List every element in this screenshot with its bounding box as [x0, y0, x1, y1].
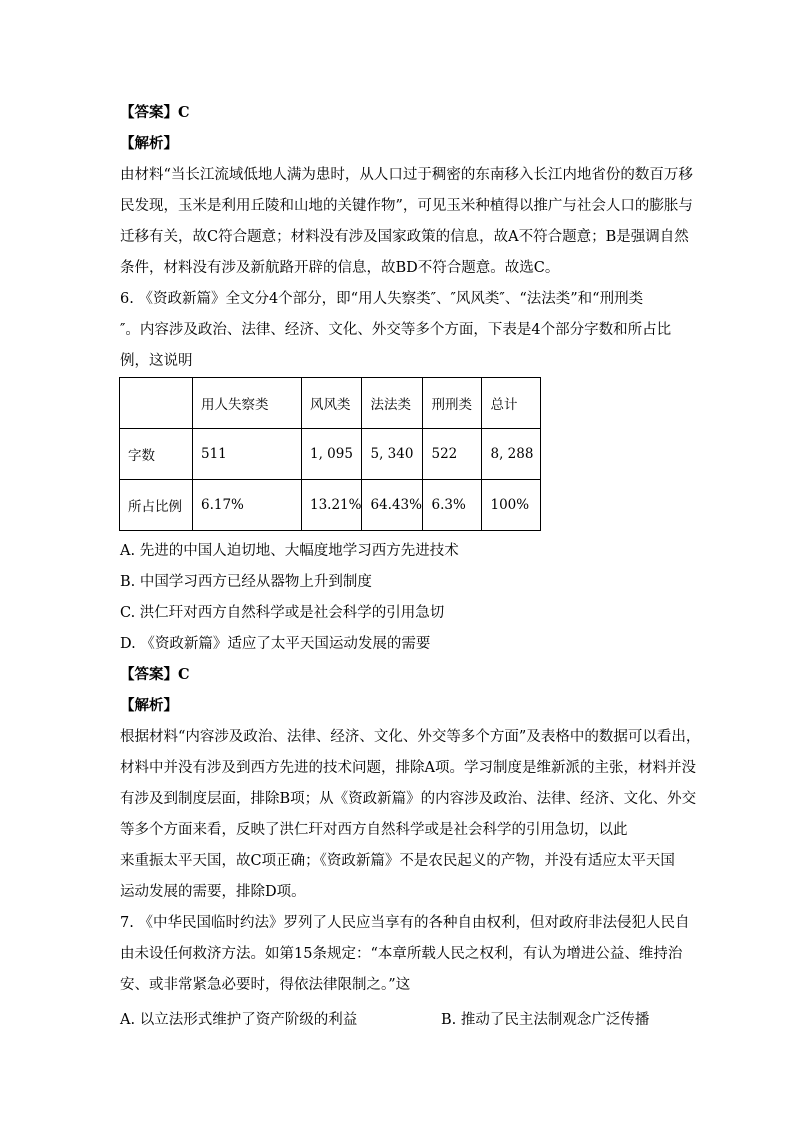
table-row [120, 480, 541, 531]
table-cell: 64.43% [362, 480, 423, 531]
table-cell: 6.17% [193, 480, 302, 531]
table-header-cell: 风风类 [302, 378, 362, 429]
q5-analysis-label: 【解析】 [120, 135, 178, 152]
table-header-cell: 刑刑类 [423, 378, 482, 429]
table-header-cell: 用人失察类 [193, 378, 302, 429]
q7-stem-line: 由未设任何救济方法。如第15条规定：“本章所载人民之权利，有认为增进公益、维持治 [120, 946, 683, 962]
q5-answer: 【答案】C [120, 104, 190, 121]
table-cell: 字数 [120, 429, 193, 480]
table-cell: 8, 288 [482, 429, 541, 480]
q5-analysis-line: 条件，材料没有涉及新航路开辟的信息，故BD不符合题意。故选C。 [120, 260, 560, 276]
table-cell: 511 [193, 429, 302, 480]
table-header-row [120, 378, 541, 429]
table-cell: 6.3% [423, 480, 482, 531]
table-cell: 100% [482, 480, 541, 531]
table-header-cell: 法法类 [362, 378, 423, 429]
q6-analysis-line: 等多个方面来看，反映了洪仁玕对西方自然科学或是社会科学的引用急切，以此 [120, 822, 628, 838]
q6-analysis-line: 运动发展的需要，排除D项。 [120, 884, 306, 900]
q7-option-a: A. 以立法形式维护了资产阶级的利益 [120, 1012, 358, 1028]
table-cell: 1, 095 [302, 429, 362, 480]
q5-analysis-line: 由材料“当长江流域低地人满为患时，从人口过于稠密的东南移入长江内地省份的数百万移 [120, 167, 693, 183]
q6-analysis-line: 有涉及到制度层面，排除B项；从《资政新篇》的内容涉及政治、法律、经济、文化、外交 [120, 791, 697, 807]
q6-stem-line: ″。内容涉及政治、法律、经济、文化、外交等多个方面，下表是4个部分字数和所占比 [120, 322, 672, 338]
q6-option-b: B. 中国学习西方已经从器物上升到制度 [120, 574, 372, 590]
table-cell: 所占比例 [120, 480, 193, 531]
table-header-cell [120, 378, 193, 429]
q6-option-a: A. 先进的中国人迫切地、大幅度地学习西方先进技术 [120, 543, 459, 559]
q7-stem-line: 7. 《中华民国临时约法》罗列了人民应当享有的各种自由权利，但对政府非法侵犯人民自 [120, 915, 690, 931]
q7-option-b: B. 推动了民主法制观念广泛传播 [441, 1012, 650, 1028]
q5-analysis-line: 民发现，玉米是利用丘陵和山地的关键作物”，可见玉米种植得以推广与社会人口的膨胀与 [120, 198, 693, 214]
table-cell: 13.21% [302, 480, 362, 531]
q6-option-d: D. 《资政新篇》适应了太平天国运动发展的需要 [120, 636, 431, 652]
q6-analysis-line: 材料中并没有涉及到西方先进的技术问题，排除A项。学习制度是维新派的主张，材料并没 [120, 760, 696, 776]
q6-analysis-label: 【解析】 [120, 697, 178, 714]
q6-answer: 【答案】C [120, 666, 190, 683]
q5-analysis-line: 迁移有关，故C符合题意；材料没有涉及国家政策的信息，故A不符合题意；B是强调自然 [120, 229, 689, 245]
q6-stem-line: 6. 《资政新篇》全文分4个部分，即“用人失察类″、″风风类″、“法法类”和“刑刑类 [120, 291, 644, 307]
table-cell: 5, 340 [362, 429, 423, 480]
q6-analysis-line: 来重振太平天国，故C项正确；《资政新篇》不是农民起义的产物，并没有适应太平天国 [120, 853, 675, 869]
q6-data-table [119, 377, 541, 531]
q6-stem-line: 例，这说明 [120, 353, 193, 369]
table-row [120, 429, 541, 480]
table-header-cell: 总计 [482, 378, 541, 429]
table-cell: 522 [423, 429, 482, 480]
q6-option-c: C. 洪仁玕对西方自然科学或是社会科学的引用急切 [120, 605, 445, 621]
q6-analysis-line: 根据材料“内容涉及政治、法律、经济、文化、外交等多个方面”及表格中的数据可以看出， [120, 729, 701, 745]
q7-stem-line: 安、或非常紧急必要时，得依法律限制之。”这 [120, 977, 411, 993]
